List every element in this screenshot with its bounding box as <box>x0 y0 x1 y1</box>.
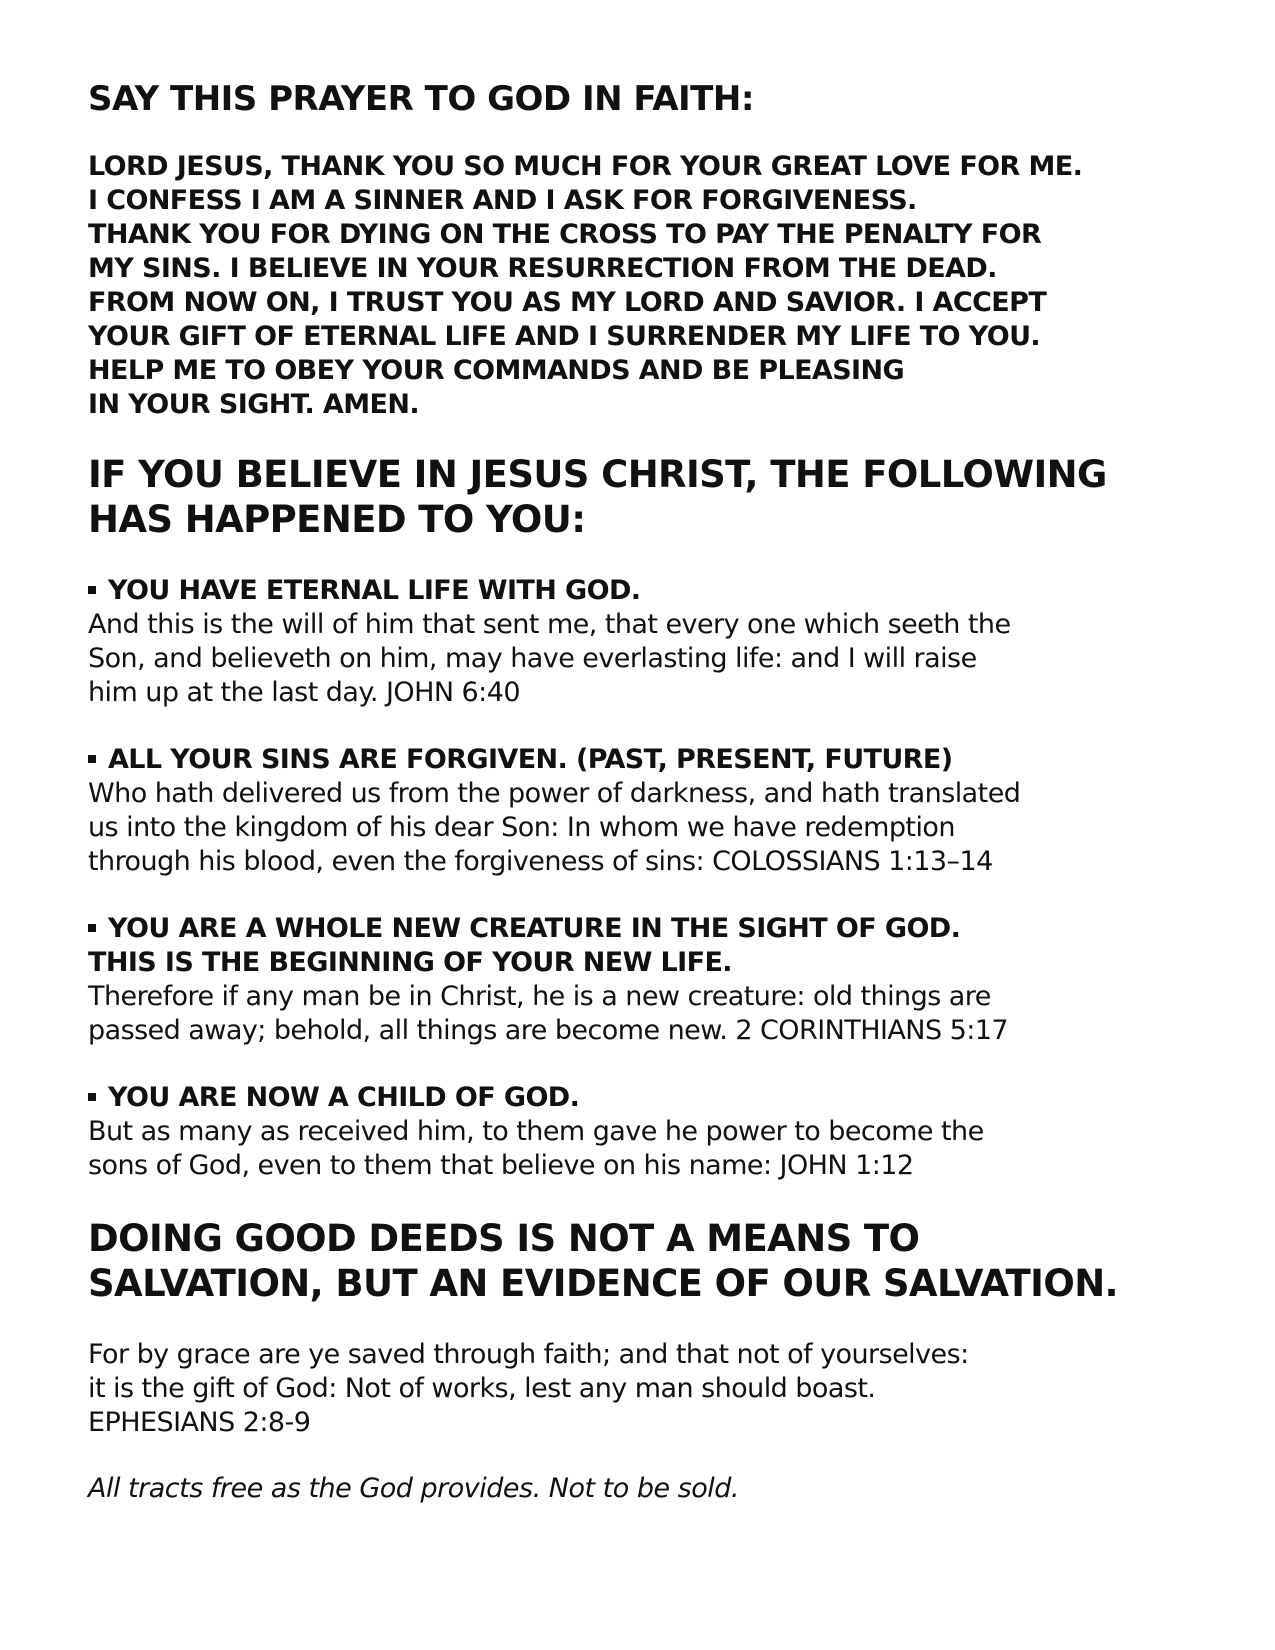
verse-line: Therefore if any man be in Christ, he is a new creature: old things are <box>88 981 991 1012</box>
bullet-square-icon <box>88 586 96 594</box>
bullet-square-icon <box>88 924 96 932</box>
footer-note: All tracts free as the God provides. Not to be sold. <box>88 1473 739 1504</box>
prayer-line: THANK YOU FOR DYING ON THE CROSS TO PAY THE PENALTY FOR <box>88 219 1042 250</box>
benefit-title <box>88 912 1208 980</box>
believe-heading-line: HAS HAPPENED TO YOU: <box>88 498 586 541</box>
verse-line: Who hath delivered us from the power of darkness, and hath translated <box>88 778 1021 809</box>
benefit-verse <box>88 608 1208 710</box>
benefit-new-creature <box>88 912 1208 1048</box>
benefit-title <box>88 574 1208 608</box>
good-deeds-heading-line: DOING GOOD DEEDS IS NOT A MEANS TO <box>88 1217 920 1260</box>
believe-heading-line: IF YOU BELIEVE IN JESUS CHRIST, THE FOLLOWING <box>88 453 1107 496</box>
ephesians-verse <box>88 1338 1208 1440</box>
verse-line: through his blood, even the forgiveness of sins: COLOSSIANS 1:13–14 <box>88 846 993 877</box>
benefit-child-of-god <box>88 1081 1208 1183</box>
benefit-title-line: YOU ARE A WHOLE NEW CREATURE IN THE SIGHT OF GOD. <box>108 913 961 944</box>
benefit-title-line: YOU HAVE ETERNAL LIFE WITH GOD. <box>108 575 641 606</box>
verse-line: passed away; behold, all things are become new. 2 CORINTHIANS 5:17 <box>88 1015 1009 1046</box>
verse-line: us into the kingdom of his dear Son: In whom we have redemption <box>88 812 955 843</box>
prayer-heading: SAY THIS PRAYER TO GOD IN FAITH: <box>88 79 754 119</box>
verse-line: him up at the last day. JOHN 6:40 <box>88 677 520 708</box>
benefit-verse <box>88 980 1208 1048</box>
benefit-title-line: THIS IS THE BEGINNING OF YOUR NEW LIFE. <box>88 947 732 978</box>
verse-line: And this is the will of him that sent me, that every one which seeth the <box>88 609 1011 640</box>
prayer-line: HELP ME TO OBEY YOUR COMMANDS AND BE PLEASING <box>88 355 905 386</box>
good-deeds-heading <box>88 1216 1208 1306</box>
benefit-title <box>88 743 1208 777</box>
verse-line: Son, and believeth on him, may have everlasting life: and I will raise <box>88 643 977 674</box>
prayer-line: LORD JESUS, THANK YOU SO MUCH FOR YOUR GREAT LOVE FOR ME. <box>88 151 1083 182</box>
ephesians-line: EPHESIANS 2:8-9 <box>88 1407 311 1438</box>
ephesians-line: it is the gift of God: Not of works, lest any man should boast. <box>88 1373 876 1404</box>
benefits-list <box>88 574 1208 1183</box>
benefit-verse <box>88 777 1208 879</box>
bullet-square-icon <box>88 755 96 763</box>
benefit-title-line: ALL YOUR SINS ARE FORGIVEN. (PAST, PRESENT, FUTURE) <box>108 744 953 775</box>
benefit-title-line: YOU ARE NOW A CHILD OF GOD. <box>108 1082 580 1113</box>
benefit-eternal-life <box>88 574 1208 710</box>
ephesians-line: For by grace are ye saved through faith; and that not of yourselves: <box>88 1339 969 1370</box>
prayer-line: FROM NOW ON, I TRUST YOU AS MY LORD AND SAVIOR. I ACCEPT <box>88 287 1047 318</box>
prayer-line: I CONFESS I AM A SINNER AND I ASK FOR FORGIVENESS. <box>88 185 917 216</box>
bullet-square-icon <box>88 1093 96 1101</box>
tract-page <box>88 78 1208 1506</box>
believe-heading <box>88 452 1208 542</box>
verse-line: But as many as received him, to them gave he power to become the <box>88 1116 984 1147</box>
benefit-sins-forgiven <box>88 743 1208 879</box>
benefit-verse <box>88 1115 1208 1183</box>
prayer-line: YOUR GIFT OF ETERNAL LIFE AND I SURRENDER MY LIFE TO YOU. <box>88 321 1041 352</box>
benefit-title <box>88 1081 1208 1115</box>
good-deeds-heading-line: SALVATION, BUT AN EVIDENCE OF OUR SALVATION. <box>88 1262 1119 1305</box>
verse-line: sons of God, even to them that believe on his name: JOHN 1:12 <box>88 1150 914 1181</box>
prayer-line: MY SINS. I BELIEVE IN YOUR RESURRECTION FROM THE DEAD. <box>88 253 997 284</box>
prayer-line: IN YOUR SIGHT. AMEN. <box>88 389 419 420</box>
prayer-text <box>88 150 1208 422</box>
